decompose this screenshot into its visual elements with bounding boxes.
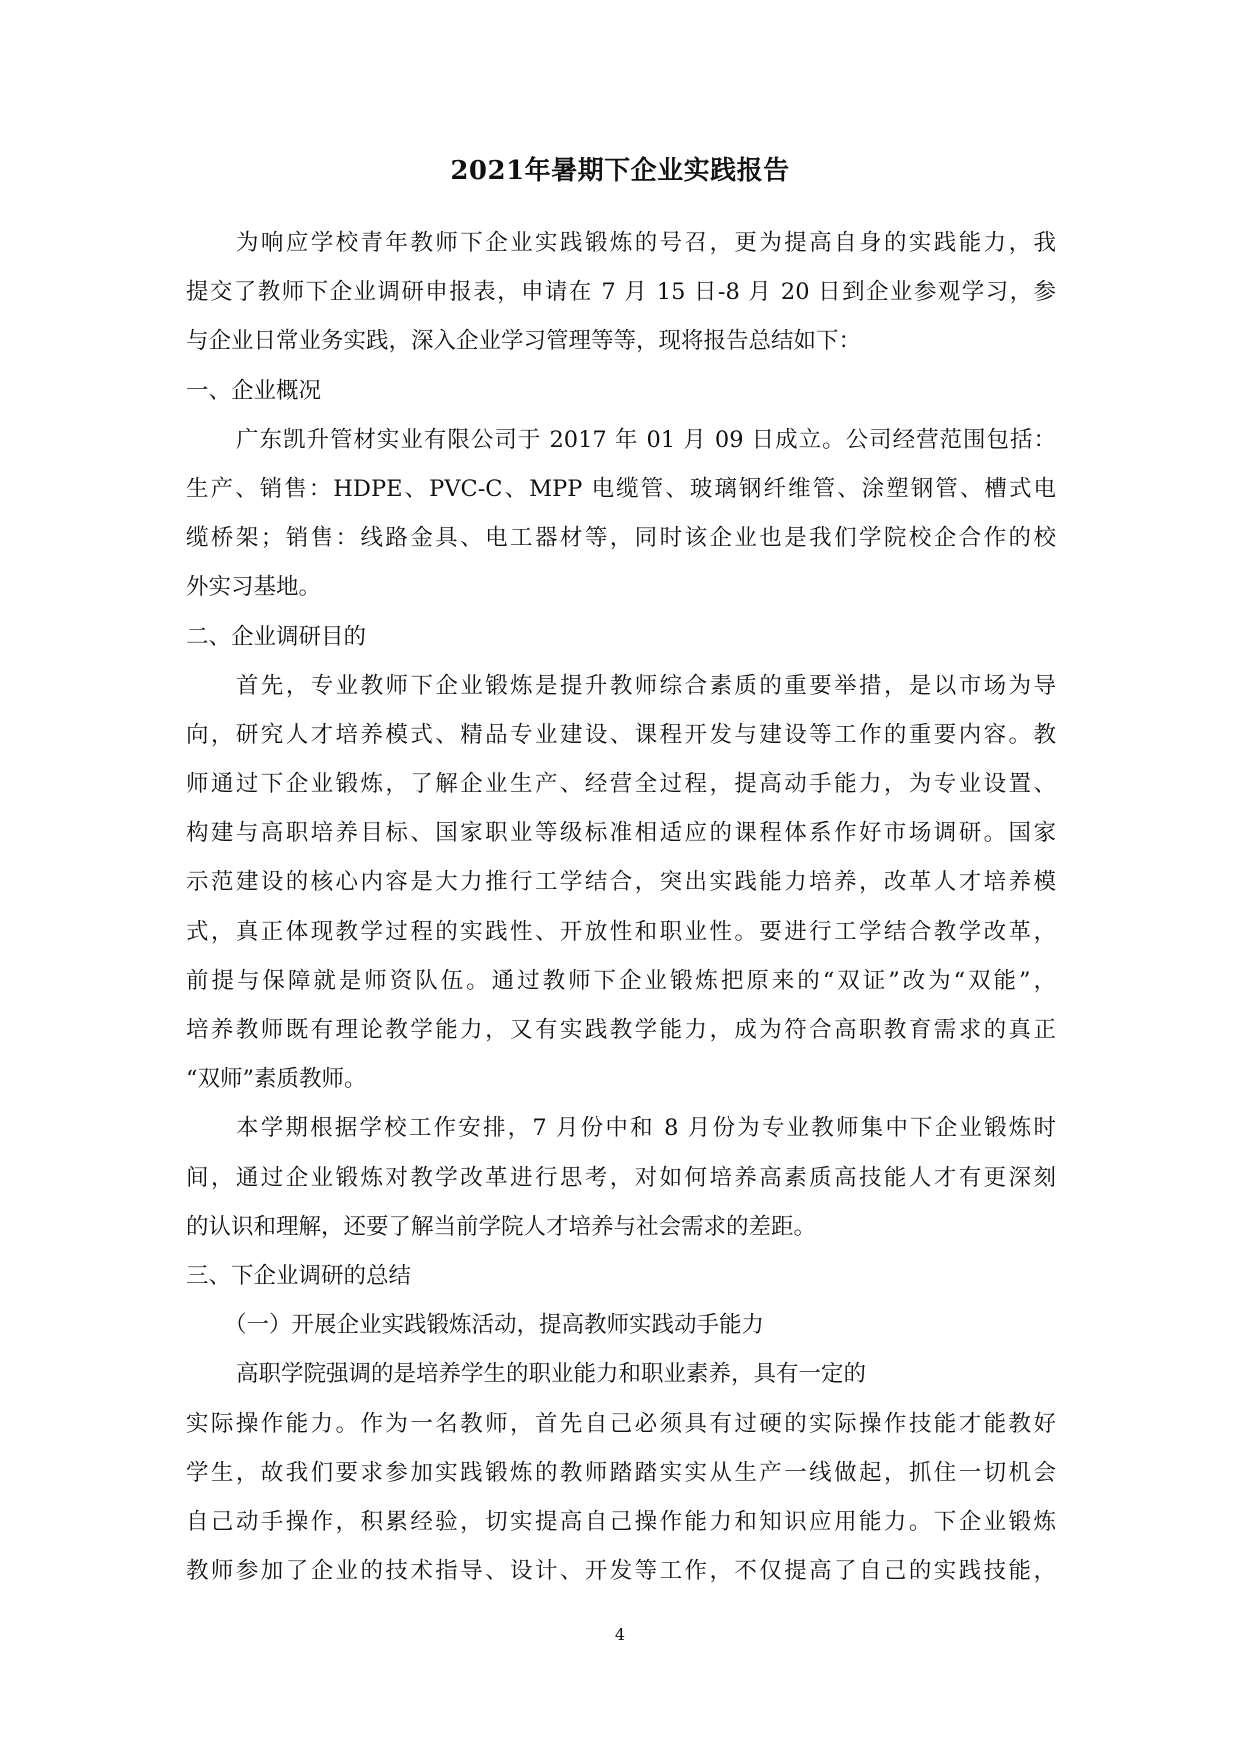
page-number: 4	[614, 1625, 626, 1644]
text-line: 间，通过企业锻炼对教学改革进行思考，对如何培养高素质高技能人才有更深刻	[186, 1164, 1056, 1191]
text-line: 广东凯升管材实业有限公司于 2017 年 01 月 09 日成立。公司经营范围包括：	[236, 426, 1056, 453]
text-line: 外实习基地。	[186, 574, 322, 601]
section-heading: 一、企业概况	[186, 377, 322, 404]
text-line: 的认识和理解，还要了解当前学院人才培养与社会需求的差距。	[186, 1213, 817, 1240]
text-line: 培养教师既有理论教学能力，又有实践教学能力，成为符合高职教育需求的真正	[186, 1017, 1056, 1043]
text-line: 学生，故我们要求参加实践锻炼的教师踏踏实实从生产一线做起，抓住一切机会	[186, 1459, 1056, 1486]
subsection-heading: （一）开展企业实践锻炼活动，提高教师实践动手能力	[224, 1312, 765, 1339]
text-line: 构建与高职培养目标、国家职业等级标准相适应的课程体系作好市场调研。国家	[186, 820, 1056, 847]
section-heading: 二、企业调研目的	[186, 623, 367, 650]
text-line: 实际操作能力。作为一名教师，首先自己必须具有过硬的实际操作技能才能教好	[186, 1410, 1056, 1437]
text-line: 向，研究人才培养模式、精品专业建设、课程开发与建设等工作的重要内容。教	[186, 721, 1056, 748]
section-heading: 三、下企业调研的总结	[186, 1262, 412, 1289]
text-line: 本学期根据学校工作安排，7 月份中和 8 月份为专业教师集中下企业锻炼时	[236, 1115, 1056, 1142]
text-line: 首先，专业教师下企业锻炼是提升教师综合素质的重要举措，是以市场为导	[236, 672, 1056, 699]
text-line: 式，真正体现教学过程的实践性、开放性和职业性。要进行工学结合教学改革，	[186, 918, 1056, 945]
text-line: “双师”素质教师。	[186, 1066, 367, 1093]
text-line: 缆桥架；销售：线路金具、电工器材等，同时该企业也是我们学院校企合作的校	[186, 525, 1056, 552]
text-line: 生产、销售：HDPE、PVC-C、MPP 电缆管、玻璃钢纤维管、涂塑钢管、槽式电	[186, 475, 1056, 502]
text-line: 自己动手操作，积累经验，切实提高自己操作能力和知识应用能力。下企业锻炼	[186, 1508, 1056, 1535]
text-line: 高职学院强调的是培养学生的职业能力和职业素养，具有一定的	[236, 1361, 867, 1388]
text-line: 提交了教师下企业调研申报表，申请在 7 月 15 日-8 月 20 日到企业参观学习，参	[186, 279, 1056, 306]
text-line: 为响应学校青年教师下企业实践锻炼的号召，更为提高自身的实践能力，我	[236, 230, 1056, 256]
text-line: 师通过下企业锻炼，了解企业生产、经营全过程，提高动手能力，为专业设置、	[186, 771, 1056, 798]
text-line: 教师参加了企业的技术指导、设计、开发等工作，不仅提高了自己的实践技能，	[186, 1558, 1056, 1585]
document-body	[186, 219, 1056, 1596]
page-title: 2021年暑期下企业实践报告	[450, 156, 790, 186]
text-line: 示范建设的核心内容是大力推行工学结合，突出实践能力培养，改革人才培养模	[186, 869, 1056, 896]
text-line: 与企业日常业务实践，深入企业学习管理等等，现将报告总结如下：	[186, 328, 862, 355]
text-line: 前提与保障就是师资队伍。通过教师下企业锻炼把原来的“双证”改为“双能”，	[186, 967, 1056, 994]
